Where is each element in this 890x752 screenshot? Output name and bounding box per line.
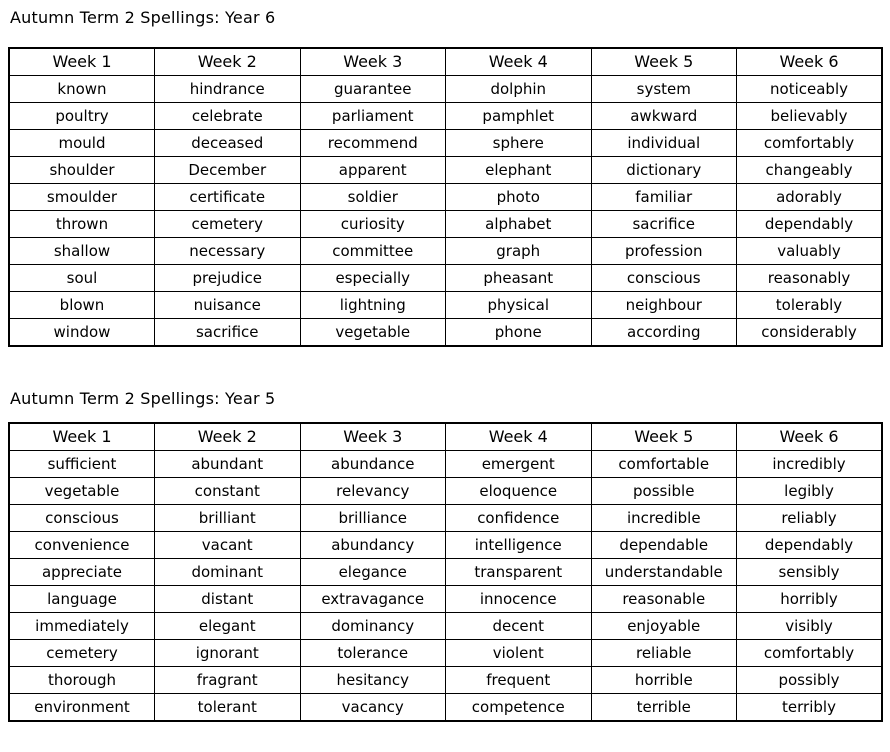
word-cell: brilliant <box>155 505 301 532</box>
table-row <box>9 613 882 640</box>
word-cell: individual <box>591 130 737 157</box>
header-row <box>9 423 882 451</box>
table-row <box>9 478 882 505</box>
word-cell: vacant <box>155 532 301 559</box>
column-header: Week 6 <box>737 48 883 76</box>
word-cell: legibly <box>737 478 883 505</box>
word-cell: celebrate <box>155 103 301 130</box>
word-cell: phone <box>446 319 592 347</box>
table-row <box>9 292 882 319</box>
word-cell: reliably <box>737 505 883 532</box>
word-cell: fragrant <box>155 667 301 694</box>
word-cell: elegant <box>155 613 301 640</box>
table-row <box>9 559 882 586</box>
column-header: Week 1 <box>9 48 155 76</box>
word-cell: transparent <box>446 559 592 586</box>
word-cell: incredibly <box>737 451 883 478</box>
word-cell: hesitancy <box>300 667 446 694</box>
table-row <box>9 640 882 667</box>
word-cell: physical <box>446 292 592 319</box>
word-cell: emergent <box>446 451 592 478</box>
word-cell: brilliance <box>300 505 446 532</box>
word-cell: awkward <box>591 103 737 130</box>
column-header: Week 5 <box>591 423 737 451</box>
word-cell: competence <box>446 694 592 722</box>
word-cell: neighbour <box>591 292 737 319</box>
word-cell: parliament <box>300 103 446 130</box>
word-cell: believably <box>737 103 883 130</box>
word-cell: environment <box>9 694 155 722</box>
word-cell: cemetery <box>9 640 155 667</box>
word-cell: known <box>9 76 155 103</box>
word-cell: photo <box>446 184 592 211</box>
word-cell: enjoyable <box>591 613 737 640</box>
table-row <box>9 103 882 130</box>
word-cell: abundance <box>300 451 446 478</box>
word-cell: ignorant <box>155 640 301 667</box>
column-header: Week 3 <box>300 423 446 451</box>
word-cell: extravagance <box>300 586 446 613</box>
word-cell: language <box>9 586 155 613</box>
word-cell: dominant <box>155 559 301 586</box>
word-cell: sacrifice <box>591 211 737 238</box>
word-cell: comfortably <box>737 130 883 157</box>
word-cell: changeably <box>737 157 883 184</box>
word-cell: December <box>155 157 301 184</box>
word-cell: familiar <box>591 184 737 211</box>
word-cell: shoulder <box>9 157 155 184</box>
word-cell: considerably <box>737 319 883 347</box>
word-cell: comfortable <box>591 451 737 478</box>
table-row <box>9 184 882 211</box>
word-cell: reasonably <box>737 265 883 292</box>
word-cell: tolerance <box>300 640 446 667</box>
word-cell: dominancy <box>300 613 446 640</box>
word-cell: soul <box>9 265 155 292</box>
word-cell: system <box>591 76 737 103</box>
word-cell: tolerant <box>155 694 301 722</box>
year6-section-title: Autumn Term 2 Spellings: Year 6 <box>10 8 276 27</box>
word-cell: elegance <box>300 559 446 586</box>
word-cell: horrible <box>591 667 737 694</box>
table-row <box>9 76 882 103</box>
word-cell: hindrance <box>155 76 301 103</box>
word-cell: cemetery <box>155 211 301 238</box>
word-cell: adorably <box>737 184 883 211</box>
word-cell: constant <box>155 478 301 505</box>
word-cell: blown <box>9 292 155 319</box>
year5-section <box>8 389 883 722</box>
word-cell: vegetable <box>9 478 155 505</box>
column-header: Week 2 <box>155 48 301 76</box>
word-cell: window <box>9 319 155 347</box>
word-cell: terribly <box>737 694 883 722</box>
column-header: Week 1 <box>9 423 155 451</box>
word-cell: valuably <box>737 238 883 265</box>
word-cell: tolerably <box>737 292 883 319</box>
word-cell: appreciate <box>9 559 155 586</box>
word-cell: according <box>591 319 737 347</box>
word-cell: abundancy <box>300 532 446 559</box>
word-cell: especially <box>300 265 446 292</box>
word-cell: comfortably <box>737 640 883 667</box>
word-cell: reasonable <box>591 586 737 613</box>
word-cell: apparent <box>300 157 446 184</box>
word-cell: noticeably <box>737 76 883 103</box>
column-header: Week 3 <box>300 48 446 76</box>
year6-spelling-table <box>8 47 883 347</box>
word-cell: possible <box>591 478 737 505</box>
word-cell: dependable <box>591 532 737 559</box>
word-cell: innocence <box>446 586 592 613</box>
word-cell: lightning <box>300 292 446 319</box>
word-cell: relevancy <box>300 478 446 505</box>
word-cell: frequent <box>446 667 592 694</box>
word-cell: abundant <box>155 451 301 478</box>
word-cell: profession <box>591 238 737 265</box>
word-cell: understandable <box>591 559 737 586</box>
column-header: Week 6 <box>737 423 883 451</box>
word-cell: dependably <box>737 532 883 559</box>
table-row <box>9 451 882 478</box>
year5-section-title: Autumn Term 2 Spellings: Year 5 <box>10 389 276 408</box>
table-row <box>9 505 882 532</box>
word-cell: convenience <box>9 532 155 559</box>
word-cell: sphere <box>446 130 592 157</box>
header-row <box>9 48 882 76</box>
column-header: Week 2 <box>155 423 301 451</box>
word-cell: incredible <box>591 505 737 532</box>
word-cell: confidence <box>446 505 592 532</box>
word-cell: eloquence <box>446 478 592 505</box>
word-cell: curiosity <box>300 211 446 238</box>
word-cell: smoulder <box>9 184 155 211</box>
word-cell: sacrifice <box>155 319 301 347</box>
word-cell: vacancy <box>300 694 446 722</box>
word-cell: conscious <box>9 505 155 532</box>
table-row <box>9 265 882 292</box>
word-cell: guarantee <box>300 76 446 103</box>
word-cell: thorough <box>9 667 155 694</box>
word-cell: committee <box>300 238 446 265</box>
table-row <box>9 238 882 265</box>
word-cell: elephant <box>446 157 592 184</box>
word-cell: visibly <box>737 613 883 640</box>
word-cell: possibly <box>737 667 883 694</box>
table-row <box>9 532 882 559</box>
word-cell: soldier <box>300 184 446 211</box>
word-cell: necessary <box>155 238 301 265</box>
word-cell: pamphlet <box>446 103 592 130</box>
word-cell: poultry <box>9 103 155 130</box>
word-cell: sensibly <box>737 559 883 586</box>
column-header: Week 4 <box>446 48 592 76</box>
year6-section <box>8 8 883 347</box>
word-cell: thrown <box>9 211 155 238</box>
word-cell: distant <box>155 586 301 613</box>
table-row <box>9 211 882 238</box>
table-row <box>9 130 882 157</box>
word-cell: certificate <box>155 184 301 211</box>
word-cell: decent <box>446 613 592 640</box>
column-header: Week 5 <box>591 48 737 76</box>
word-cell: prejudice <box>155 265 301 292</box>
word-cell: horribly <box>737 586 883 613</box>
word-cell: vegetable <box>300 319 446 347</box>
word-cell: alphabet <box>446 211 592 238</box>
word-cell: sufficient <box>9 451 155 478</box>
word-cell: shallow <box>9 238 155 265</box>
word-cell: immediately <box>9 613 155 640</box>
word-cell: dictionary <box>591 157 737 184</box>
table-row <box>9 694 882 722</box>
table-row <box>9 319 882 347</box>
word-cell: violent <box>446 640 592 667</box>
table-row <box>9 667 882 694</box>
word-cell: graph <box>446 238 592 265</box>
word-cell: dolphin <box>446 76 592 103</box>
word-cell: conscious <box>591 265 737 292</box>
table-row <box>9 157 882 184</box>
table-row <box>9 586 882 613</box>
word-cell: reliable <box>591 640 737 667</box>
column-header: Week 4 <box>446 423 592 451</box>
word-cell: pheasant <box>446 265 592 292</box>
word-cell: nuisance <box>155 292 301 319</box>
word-cell: terrible <box>591 694 737 722</box>
word-cell: recommend <box>300 130 446 157</box>
word-cell: intelligence <box>446 532 592 559</box>
word-cell: dependably <box>737 211 883 238</box>
word-cell: mould <box>9 130 155 157</box>
year5-spelling-table <box>8 422 883 722</box>
word-cell: deceased <box>155 130 301 157</box>
